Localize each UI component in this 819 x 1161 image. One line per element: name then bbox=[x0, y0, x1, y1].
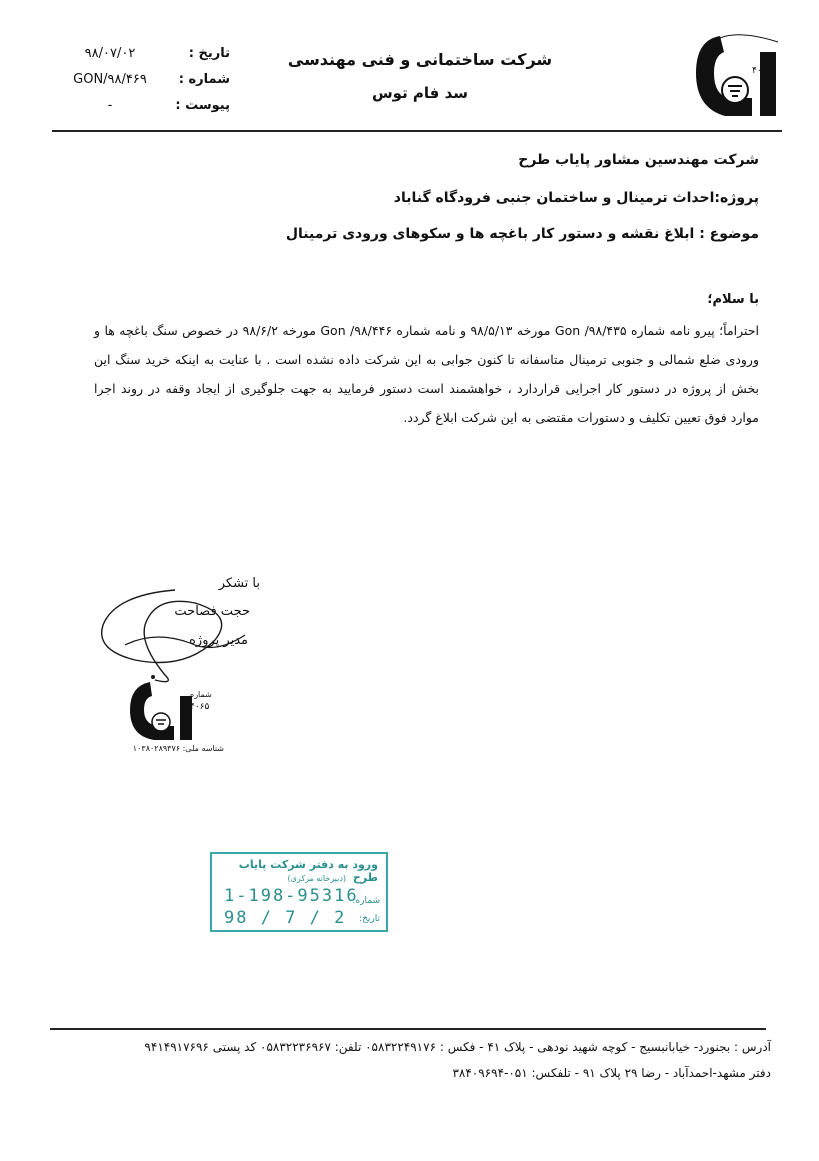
attachment-row bbox=[60, 98, 230, 118]
recipient-to: شرکت مهندسین مشاور پایاب طرح bbox=[518, 152, 759, 168]
closing: با تشکر bbox=[218, 576, 260, 591]
date-value: ۹۸/۰۷/۰۲ bbox=[84, 46, 136, 61]
stamp-number-label: شماره bbox=[190, 690, 212, 699]
receipt-stamp bbox=[210, 852, 388, 932]
footer-address: آدرس : بجنورد- خیابانبسیج - کوچه شهید نودهی - پلاک ۴۱ - فکس : ۰۵۸۳۲۲۴۹۱۷۶ تلفن: ۰۵۸۳۲۲۳۶۹۶۷ کد پستی ۹۴۱۴۹۱۷۶۹۶ bbox=[144, 1040, 771, 1054]
number-value: GON/۹۸/۴۶۹ bbox=[73, 72, 147, 87]
stamp-number: ۴۰۶۵ bbox=[190, 702, 210, 712]
stamp-national-id: شناسه ملی: ۱۰۳۸۰۲۸۹۳۷۶ bbox=[132, 744, 224, 753]
date-label: تاریخ : bbox=[188, 46, 230, 61]
footer-divider bbox=[50, 1028, 766, 1030]
attachment-value: - bbox=[107, 98, 113, 113]
company-subtitle: سد فام توس bbox=[371, 84, 469, 102]
recipient-subject: موضوع : ابلاغ نقشه و دستور کار باغچه ها و سکوهای ورودی ترمینال bbox=[285, 226, 759, 242]
receipt-title: ورود به دفتر شرکت پایاب طرح bbox=[238, 858, 378, 884]
header-divider bbox=[52, 130, 782, 132]
receipt-number-label: شماره: bbox=[352, 896, 380, 906]
logo-number: ۴۰۶۵ bbox=[752, 66, 772, 76]
date-row bbox=[60, 46, 230, 66]
receipt-date: 98 / 7 / 2 bbox=[224, 908, 347, 928]
company-logo bbox=[690, 28, 785, 123]
company-stamp bbox=[128, 678, 224, 756]
number-label: شماره : bbox=[178, 72, 230, 87]
letter-body: احتراماً؛ پیرو نامه شماره ۹۸/۴۳۵/ Gon مورخه ۹۸/۵/۱۳ و نامه شماره ۹۸/۴۴۶/ Gon مورخه ۹۸/۶/۲ در خصوص سنگ باغچه ها و ورودی ضلع شمالی و جنوبی ترمینال متاسفانه تا کنون جوابی به این شرکت داده نشده است . با عنایت به اینکه خرید سنگ این بخش از پروژه در دستور کار اجرایی قراردارد ، خواهشمند است دستور فرمایید به جهت جلوگیری از ایجاد وقفه در روند اجرا موارد فوق تعیین تکلیف و دستورات مقتضی به این شرکت ابلاغ گردد. bbox=[94, 323, 759, 425]
receipt-subtitle: (دبیرخانه مرکزی) bbox=[287, 874, 346, 883]
company-name: شرکت ساختمانی و فنی مهندسی bbox=[287, 50, 553, 69]
recipient-project: پروژه:احداث ترمینال و ساختمان جنبی فرودگاه گناباد bbox=[393, 190, 759, 206]
attachment-label: پیوست : bbox=[175, 98, 230, 113]
number-row bbox=[60, 72, 230, 92]
signer-title: مدیر پروژه bbox=[189, 633, 248, 648]
greeting: با سلام؛ bbox=[707, 292, 759, 307]
receipt-date-label: تاریخ: bbox=[359, 914, 380, 924]
signer-name: حجت فصاحت bbox=[174, 604, 250, 619]
receipt-number: 1-198-95316 bbox=[224, 886, 359, 906]
footer-mashhad-office: دفتر مشهد-احمدآباد - رضا ۲۹ پلاک ۹۱ - تلفکس: ۰۵۱-۳۸۴۰۹۶۹۴ bbox=[452, 1066, 771, 1080]
